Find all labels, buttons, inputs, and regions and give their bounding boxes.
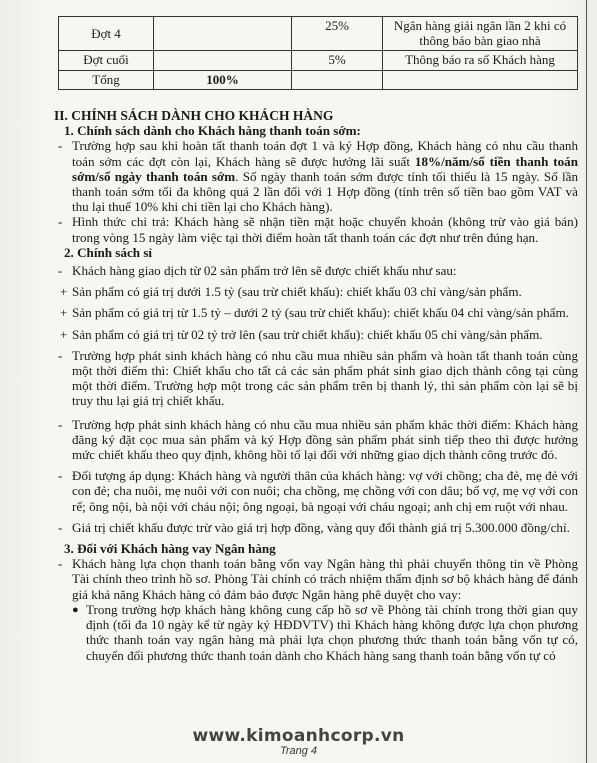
plus-marker: + [60, 305, 68, 321]
table-cell: 5% [292, 51, 383, 71]
dash-marker: - [58, 556, 63, 572]
table-cell [383, 71, 578, 90]
table-cell [154, 51, 292, 71]
policy-content [54, 108, 579, 663]
bullet-icon: ● [72, 603, 79, 616]
page-border [586, 0, 587, 763]
plus-marker: + [60, 326, 68, 342]
table-cell [292, 71, 383, 90]
discount-tier-1: + Sản phẩm có giá trị dưới 1.5 tỷ (sau trừ chiết khấu): chiết khấu 03 chỉ vàng/sản phẩm. [60, 284, 522, 300]
dash-marker: - [58, 519, 63, 535]
table-total-value: 100% [154, 71, 292, 90]
table-cell: Đợt cuối [59, 51, 154, 71]
dash-marker: - [58, 347, 63, 363]
table-row [59, 17, 578, 51]
subsection-heading-bank-loan: 3. Đối với Khách hàng vay Ngân hàng [64, 541, 276, 557]
interest-rate-highlight: 18%/năm/số tiền thanh toán sớm/số ngày thanh toán sớm [72, 153, 578, 184]
company-website-url: www.kimoanhcorp.vn [192, 726, 405, 746]
subsection-heading-early-payment: 1. Chính sách dành cho Khách hàng thanh toán sớm: [64, 123, 361, 139]
bank-loan-rule: - Khách hàng lựa chọn thanh toán bằng vốn vay Ngân hàng thì phải chuyển thông tin về Phòng Tài chính theo trình hồ sơ. Phòng Tài chính có trách nhiệm thẩm định sơ bộ khách hàng để đánh giá khả năng Khách hàng có đảm bảo được Ngân hàng phê duyệt cho vay: [58, 556, 578, 602]
gold-conversion-rule: - Giá trị chiết khấu được trừ vào giá trị hợp đồng, vàng quy đổi thành giá trị 5.300.000 đồng/chỉ. [58, 519, 570, 535]
dash-marker: - [58, 468, 63, 484]
table-row [59, 51, 578, 71]
table-cell: 25% [292, 17, 383, 51]
table-cell [154, 17, 292, 51]
section-heading: II. CHÍNH SÁCH DÀNH CHO KHÁCH HÀNG [54, 108, 334, 123]
plus-marker: + [60, 284, 68, 300]
table-cell: Thông báo ra sổ Khách hàng [383, 51, 578, 71]
bank-loan-deadline-rule: ● Trong trường hợp khách hàng không cung cấp hồ sơ về Phòng tài chính trong thời gian quy định (tối đa 10 ngày kể từ ngày ký HĐDVTV) thì Khách hàng không được lựa chọn phương thức thanh toán vay ngân hàng mà phải lựa chọn phương thức thanh toán bằng vốn tự có, chuyển đổi phương thức thanh toán dành cho Khách hàng sang thanh toán bằng vốn tự có [72, 601, 578, 663]
subsection-heading-wholesale: 2. Chính sách sỉ [64, 244, 153, 260]
same-time-purchase-rule: - Trường hợp phát sinh khách hàng có nhu cầu mua nhiều sản phẩm và hoàn tất thanh toán cùng một thời điểm thì: Chiết khấu cho tất cả các sản phẩm phát sinh giao dịch thành công tại cùng một thời điểm. Trường hợp một trong các sản phẩm trên bị thanh lý, thì sản phẩm còn lại sẽ bị truy thu lại giá trị chiết khấu. [58, 347, 578, 409]
payment-schedule-table [58, 16, 578, 90]
different-time-purchase-rule: - Trường hợp phát sinh khách hàng có nhu cầu mua nhiều sản phẩm khác thời điểm: Khách hàng đăng ký đặt cọc mua sản phẩm và ký Hợp đồng sản phẩm phát sinh tiếp theo thì được hưởng mức chiết khấu theo quy định, không hồi tố lại đối với những giao dịch thành công trước đó. [58, 416, 578, 463]
table-row [59, 71, 578, 90]
table-cell: Tổng [59, 71, 154, 90]
wholesale-intro: - Khách hàng giao dịch từ 02 sản phẩm trở lên sẽ được chiết khấu như sau: [58, 263, 457, 279]
discount-tier-2: + Sản phẩm có giá trị từ 1.5 tỷ – dưới 2 tỷ (sau trừ chiết khấu): chiết khấu 04 chỉ vàng/sản phẩm. [60, 305, 569, 321]
dash-marker: - [58, 263, 63, 279]
page-number: Trang 4 [279, 745, 318, 757]
early-payment-rule: - Trường hợp sau khi hoàn tất thanh toán đợt 1 và ký Hợp đồng, Khách hàng có nhu cầu thanh toán sớm các đợt còn lại, Khách hàng sẽ được hưởng lãi suất 18%/năm/số tiền thanh toán sớm/số ngày thanh toán sớm. Số ngày thanh toán sớm được tính tối thiểu là 15 ngày. Số lần thanh toán sớm tối đa không quá 2 lần đối với 1 Hợp đồng (tính trên số tiền bao gồm VAT và thu lại thuế 10% khi chi tiền lại cho Khách hàng). [58, 138, 579, 215]
payment-method-rule: - Hình thức chi trả: Khách hàng sẽ nhận tiền mặt hoặc chuyển khoản (không trừ vào giá bán) trong vòng 15 ngày làm việc tại thời điểm hoàn tất thanh toán các đợt như trên đúng hạn. [58, 214, 578, 245]
dash-marker: - [58, 416, 63, 432]
table-cell: Đợt 4 [59, 17, 154, 51]
eligible-relatives-rule: - Đối tượng áp dụng: Khách hàng và người thân của khách hàng: vợ với chồng; cha đẻ, mẹ đẻ với con đẻ; cha nuôi, mẹ nuôi với con nuôi; cha chồng, mẹ chồng với con dâu; bố vợ, mẹ vợ với con rể; ông nội, bà nội với cháu nội; ông ngoại, bà ngoại với cháu ngoại; anh chị em ruột với nhau. [58, 468, 578, 514]
table-cell: Ngân hàng giải ngân lần 2 khi có thông báo bàn giao nhà [383, 17, 578, 51]
discount-tier-3: + Sản phẩm có giá trị từ 02 tỷ trở lên (sau trừ chiết khấu): chiết khấu 05 chỉ vàng/sản phẩm. [60, 326, 543, 342]
dash-marker: - [58, 138, 63, 154]
dash-marker: - [58, 214, 63, 230]
